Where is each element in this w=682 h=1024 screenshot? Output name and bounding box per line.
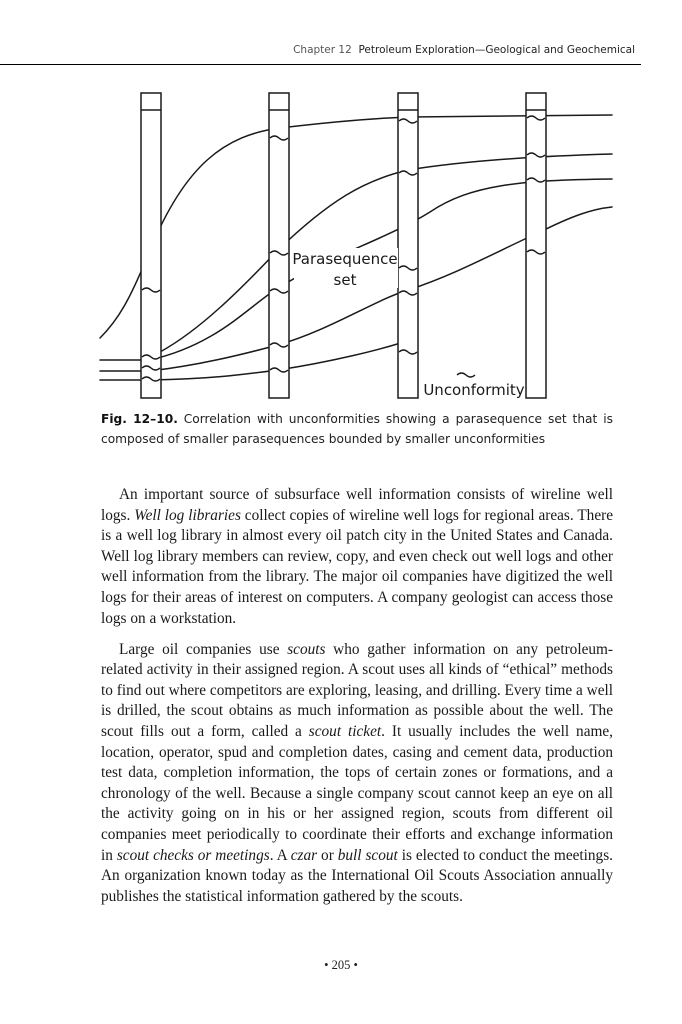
page-number: • 205 • bbox=[324, 958, 358, 972]
italic-term: scout checks or meetings bbox=[116, 846, 270, 864]
text-run: who gather information on any petroleum-related activity in their assigned region. A scout uses all kinds of “ethical” methods to find out where competitors are exploring, leasing, and drilling. Every time a well is drilled, the scout obtains as much information as possible about the well. The scout fills out a form, called a bbox=[101, 640, 614, 741]
text-run: Large oil companies use bbox=[119, 640, 288, 658]
caption-text: Correlation with unconformities showing a parasequence set that is composed of smaller parasequences bounded by smaller unconformities bbox=[101, 412, 613, 446]
running-header bbox=[0, 44, 635, 56]
body-paragraph bbox=[101, 485, 613, 629]
italic-term: bull scout bbox=[337, 846, 398, 864]
text-run: collect copies of wireline well logs for regional areas. There is a well log library in almost every oil patch city in the United States and Canada. Well log library members can review, copy, and even check out well logs and other well information from the library. The major oil companies have digitized the well logs for their areas of interest on computers. A company geologist can access those logs on a workstation. bbox=[101, 506, 613, 627]
body-paragraph bbox=[101, 640, 613, 908]
unconformity-legend-symbol bbox=[457, 373, 475, 377]
header-rule bbox=[0, 64, 641, 65]
text-run: . It usually includes the well name, location, operator, spud and completion dates, casing and cement data, production test data, completion information, the tops of certain zones or formations, and a chronology of the well. Because a single company scout cannot keep an eye on all the activity going on in his or her assigned region, scouts from different oil companies meet periodically to coordinate their efforts and exchange information in bbox=[101, 723, 613, 864]
well-column bbox=[526, 93, 546, 398]
header-title: Petroleum Exploration—Geological and Geochemical bbox=[358, 44, 635, 56]
well-column bbox=[141, 93, 161, 398]
figure-caption bbox=[101, 410, 613, 449]
text-run: . A bbox=[269, 846, 291, 864]
correlation-figure bbox=[96, 86, 616, 406]
unconformity-label: Unconformity bbox=[423, 381, 525, 399]
italic-term: scout ticket bbox=[308, 723, 382, 741]
italic-term: scouts bbox=[287, 640, 326, 658]
text-run: An important source of subsurface well information consists of wireline well logs. bbox=[101, 486, 613, 524]
text-run: or bbox=[317, 846, 338, 864]
body-text bbox=[101, 485, 613, 918]
caption-number: Fig. 12–10. bbox=[101, 412, 178, 426]
text-run: is elected to conduct the meetings. An organization known today as the International Oil Scouts Association annually publishes the statistical information gathered by the scouts. bbox=[101, 846, 613, 905]
parasequence-label-line1: Parasequence bbox=[292, 250, 398, 268]
parasequence-label-line2: set bbox=[333, 271, 357, 289]
header-chapter: Chapter 12 bbox=[293, 44, 352, 56]
italic-term: czar bbox=[290, 846, 318, 864]
italic-term: Well log libraries bbox=[134, 506, 241, 524]
wells bbox=[141, 93, 546, 398]
